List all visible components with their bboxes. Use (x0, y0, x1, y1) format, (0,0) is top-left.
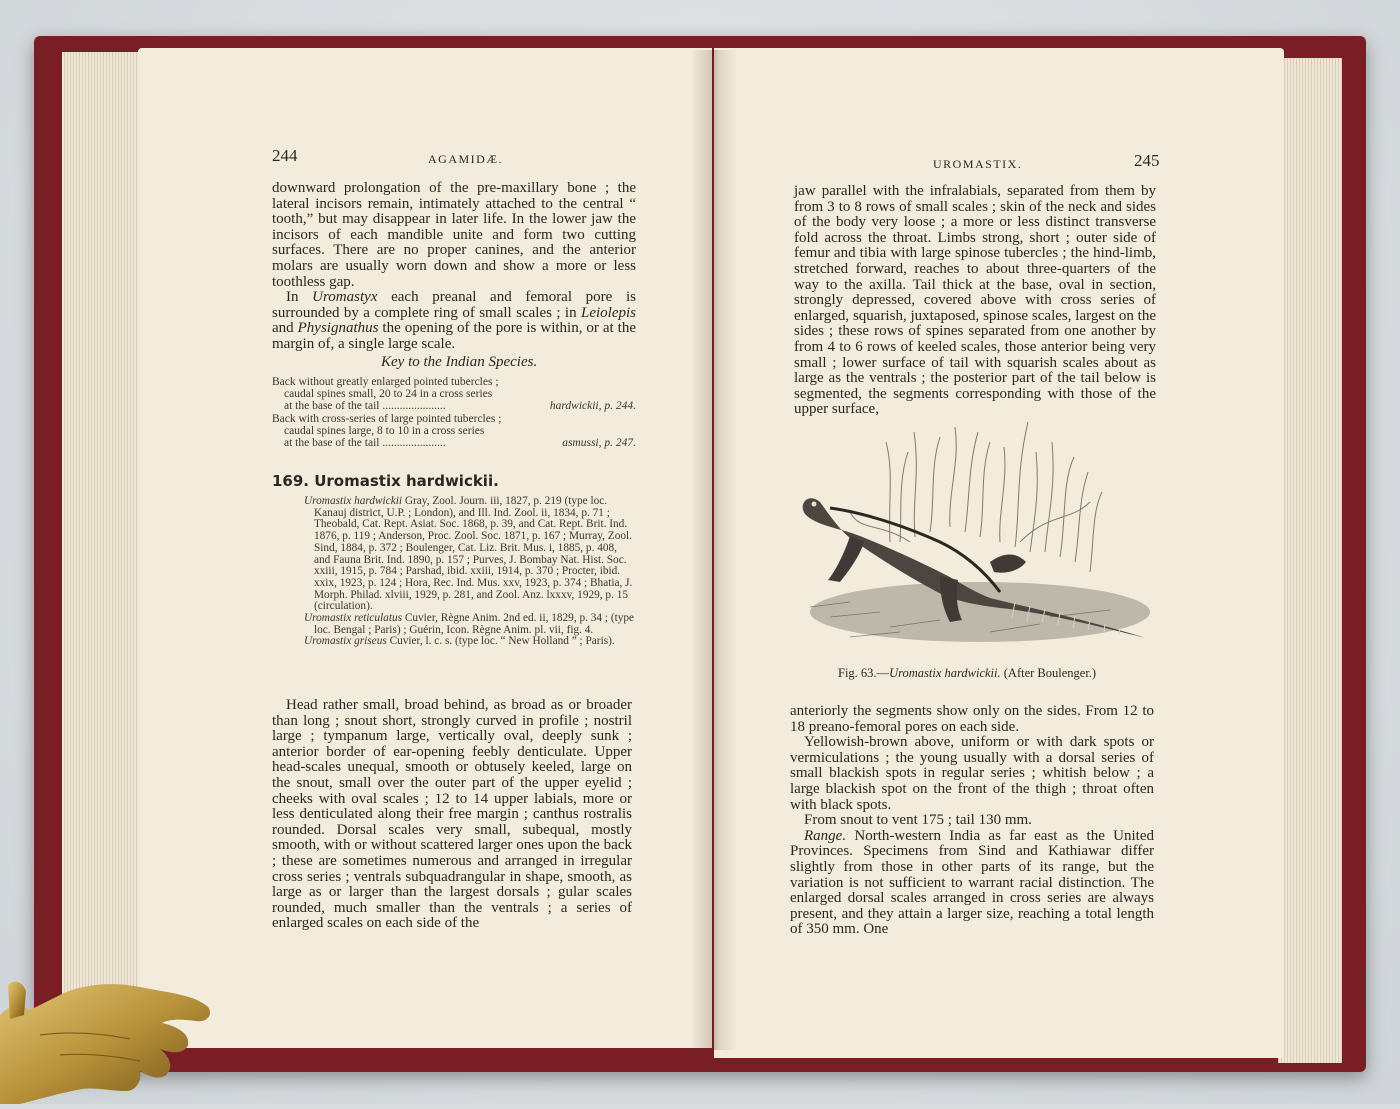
synonym-3 (304, 636, 636, 648)
species-key (272, 376, 636, 449)
brass-hand-stand-icon (0, 975, 215, 1104)
right-page-number: 245 (1134, 151, 1160, 170)
intro-text-b: each preanal and femoral pore is surrounded by a complete ring of small scales ; in (272, 289, 636, 321)
synonym-2 (304, 613, 636, 636)
synonym-1-name: Uromastix hardwickii (304, 495, 403, 507)
intro-paragraph-1: downward prolongation of the pre-maxillary bone ; the lateral incisors remain, intimately attached to the central “ tooth,” but may disappear in later life. In the lower jaw the incisors of each mandible unite and form two cutting surfaces. There are no proper canines, and the anterior molars are usually worn down and show a more or less toothless gap. (272, 180, 636, 290)
caption-prefix: Fig. 63.— (838, 666, 890, 680)
synonym-3-name: Uromastix griseus (304, 635, 387, 648)
intro-genus-leiolepis: Leiolepis (581, 304, 636, 321)
synonym-3-text: Cuvier, l. c. s. (type loc. “ New Holland ” ; Paris). (386, 635, 615, 648)
right-page-edges (1278, 58, 1342, 1063)
synonym-2-name: Uromastix reticulatus (304, 612, 403, 625)
right-continuation-text (794, 184, 1156, 418)
synonym-1-text: Gray, Zool. Journ. iii, 1827, p. 219 (type loc. Kanauj district, U.P. ; London), and Ill. Ind. Zool. ii, 1834, p. 71 ; Theobald, Cat. Rept. Asiat. Soc. 1868, p. 39, and Cat. Rept. Brit. Ind. 1876, p. 119 ; Anderson, Proc. Zool. Soc. 1871, p. 167 ; Murray, Zool. Sind, 1884, p. 372 ; Boulenger, Cat. Liz. Brit. Mus. i, 1885, p. 408, and Fauna Brit. Ind. 1890, p. 157 ; Purves, J. Bombay Nat. Hist. Soc. xxiii, 1915, p. 784 ; Parshad, ibid. xxiii, 1914, p. 370 ; Procter, ibid. xxix, 1923, p. 124 ; Hora, Rec. Ind. Mus. xxv, 1923, p. 374 ; Bhatia, J. Morph. Philad. xlviii, 1929, p. 281, and Zool. Anz. lxxxv, 1929, p. 15 (circulation). (314, 495, 633, 613)
key-entry-1-line2: caudal spines small, 20 to 24 in a cross series (284, 388, 493, 401)
caption-species: Uromastix hardwickii. (889, 666, 1001, 680)
range-label: Range. (804, 827, 847, 844)
synonym-1 (304, 496, 636, 613)
key-entry-2-line3: at the base of the tail ...................... (284, 437, 446, 450)
book-gutter (690, 50, 738, 1050)
intro-text-d: the opening of the pore is within, or at the margin of, a single large scale. (272, 320, 636, 352)
intro-text-a: In (286, 289, 313, 306)
key-entry-1-line3: at the base of the tail ...................... (284, 400, 446, 413)
figure-63 (790, 412, 1162, 662)
intro-genus-uromastyx: Uromastyx (312, 289, 378, 306)
ground-shading (810, 582, 1150, 642)
description-paragraph: Head rather small, broad behind, as broad as or broader than long ; snout short, strongly curved in profile ; nostril large ; tympanum large, vertically oval, deeply sunk ; anterior border of ear-opening feebly denticulate. Upper head-scales unequal, smooth or obtusely keeled, large on the snout, small over the outer part of the upper eyelid ; cheeks with oval scales ; 12 to 14 upper labials, more or less denticulated along their free margin ; canthus rostralis rounded. Dorsal scales very small, subequal, mostly smooth, with or without scattered larger ones upon the back ; these are sometimes numerous and arranged in irregular cross series ; ventrals subquadrangular in shape, smooth, as large as or larger than the largest dorsals ; gular scales rounded, much smaller than the ventrals ; a series of enlarged scales on each side of the (272, 697, 632, 932)
key-entry-2-line2: caudal spines large, 8 to 10 in a cross series (284, 424, 485, 437)
after-figure-paragraph-1: anteriorly the segments show only on the sides. From 12 to 18 preano-femoral pores on each side. (790, 703, 1154, 735)
left-page-number: 244 (272, 146, 298, 165)
intro-paragraph-2 (272, 290, 636, 352)
key-entry-2 (272, 413, 636, 450)
intro-text-c: and (272, 320, 298, 337)
figure-caption (838, 666, 1096, 681)
intro-genus-physignathus: Physignathus (297, 320, 379, 337)
right-after-figure-text (790, 704, 1154, 938)
after-figure-paragraph-2: Yellowish-brown above, uniform or with dark spots or vermiculations ; the young usually with a dorsal series of small blackish spots in regular series ; whitish below ; a large blackish spot on the front of the thigh ; throat often with black spots. (790, 734, 1154, 813)
key-title: Key to the Indian Species. (381, 354, 538, 370)
lizard-engraving-icon (790, 412, 1162, 662)
key-entry-1-line1: Back without greatly enlarged pointed tubercles ; (272, 376, 499, 388)
right-running-head: UROMASTIX. (933, 157, 1023, 171)
synonymy (304, 496, 636, 648)
left-intro-text (272, 181, 636, 353)
key-entry-2-line1: Back with cross-series of large pointed tubercles ; (272, 412, 502, 425)
species-description (272, 698, 632, 932)
range-paragraph (790, 829, 1154, 938)
key-entry-1 (272, 376, 636, 413)
continuation-paragraph: jaw parallel with the infralabials, separated from them by from 3 to 8 rows of small scales ; skin of the neck and sides of the body very loose ; a more or less distinct transverse fold across the throat. Limbs strong, short ; outer side of femur and tibia with large spinose tubercles ; the hind-limb, stretched forward, reaches to about three-quarters of the way to the axilla. Tail thick at the base, oval in section, strongly depressed, covered above with cross series of enlarged, squarish, juxtaposed, spinose scales, largest on the sides ; these rows of spines separated from one another by from 4 to 6 rows of keeled scales, those anterior being very small ; lower surface of tail with squarish scales about as large as the ventrals ; the posterior part of the tail below is segmented, the segments corresponding with those of the upper surface, (794, 183, 1156, 418)
key-entry-2-ref: asmussi, p. 247. (562, 437, 636, 450)
caption-credit: (After Boulenger.) (1000, 666, 1097, 680)
synonym-2-text: Cuvier, Règne Anim. 2nd ed. ii, 1829, p. 34 ; (type loc. Bengal ; Paris) ; Guérin, Icon. Règne Anim. pl. vii, fig. 4. (314, 612, 635, 636)
left-page-edges (62, 52, 148, 1052)
species-heading: 169. Uromastix hardwickii. (272, 472, 499, 490)
left-running-head: AGAMIDÆ. (428, 152, 503, 166)
key-entry-1-ref: hardwickii, p. 244. (549, 400, 636, 413)
range-text: North-western India as far east as the United Provinces. Specimens from Sind and Kathiawar differ slightly from those in other parts of its range, but the variation is not sufficient to warrant racial distinction. The enlarged dorsal scales arranged in cross series are always present, and they attain a larger size, reaching a total length of 350 mm. One (790, 827, 1154, 938)
after-figure-paragraph-3: From snout to vent 175 ; tail 130 mm. (804, 812, 1032, 829)
